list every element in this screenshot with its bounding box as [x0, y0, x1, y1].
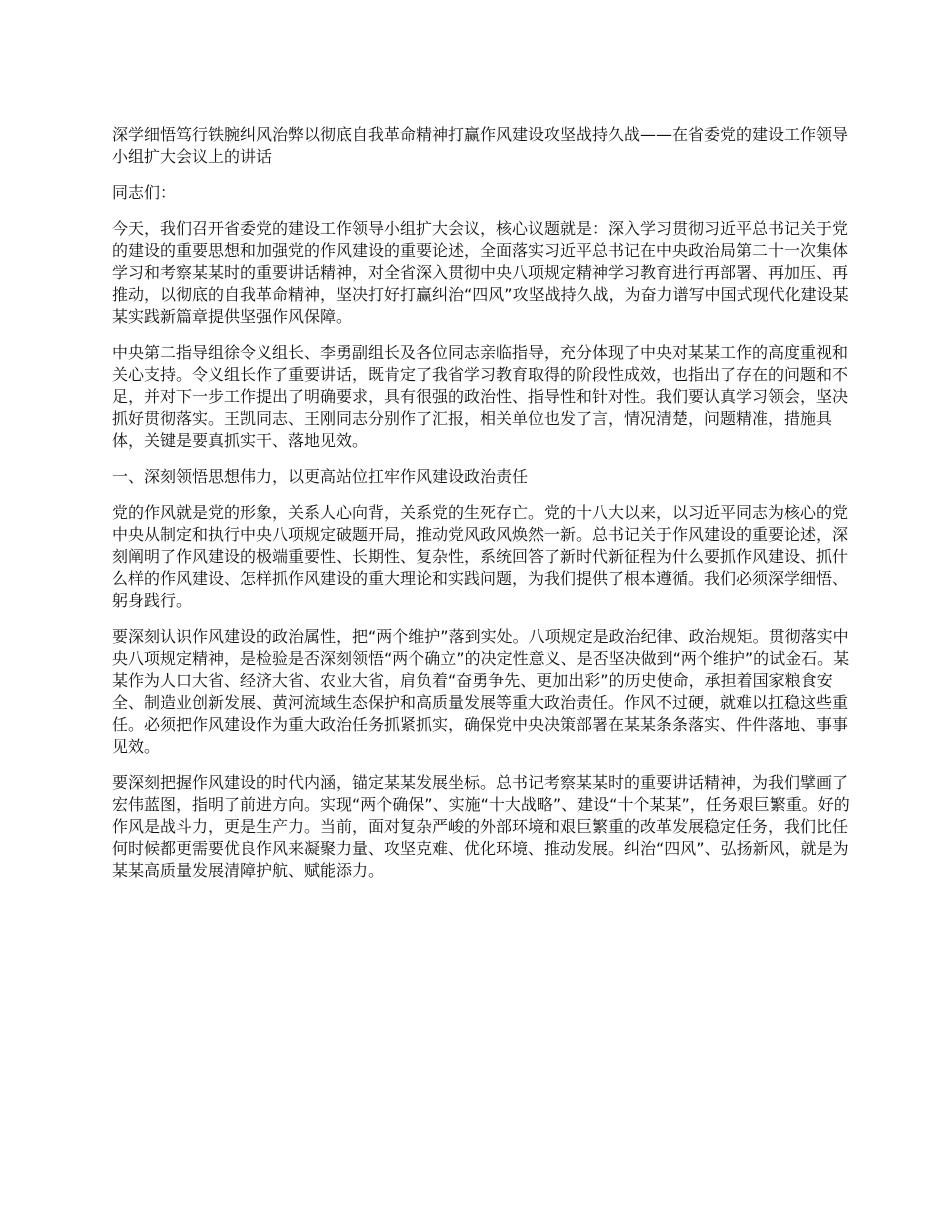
section-paragraph-3: 要深刻把握作风建设的时代内涵，锚定某某发展坐标。总书记考察某某时的重要讲话精神，为我们擘画了宏伟蓝图，指明了前进方向。实现“两个确保”、实施“十大战略”、建设“十个某某”，任务艰巨繁重。好的作风是战斗力，更是生产力。当前，面对复杂严峻的外部环境和艰巨繁重的改革发展稳定任务，我们比任何时候都更需要优良作风来凝聚力量、攻坚克难、优化环境、推动发展。纠治“四风”、弘扬新风，就是为某某高质量发展清障护航、赋能添力。: [112, 773, 850, 880]
document-page: [112, 124, 857, 896]
section-heading: 一、深刻领悟思想伟力，以更高站位扛牢作风建设政治责任: [112, 467, 529, 486]
section-paragraph-2: 要深刻认识作风建设的政治属性，把“两个维护”落到实处。八项规定是政治纪律、政治规矩。贯彻落实中央八项规定精神，是检验是否深刻领悟“两个确立”的决定性意义、是否坚决做到“两个维护”的试金石。某某作为人口大省、经济大省、农业大省，肩负着“奋勇争先、更加出彩”的历史使命，承担着国家粮食安全、制造业创新发展、黄河流域生态保护和高质量发展等重大政治责任。作风不过硬，就难以扛稳这些重任。必须把作风建设作为重大政治任务抓紧抓实，确保党中央决策部署在某某条条落实、件件落地、事事见效。: [112, 627, 850, 756]
paragraph-2: 中央第二指导组徐令义组长、李勇副组长及各位同志亲临指导，充分体现了中央对某某工作的高度重视和关心支持。令义组长作了重要讲话，既肯定了我省学习教育取得的阶段性成效，也指出了存在的问题和不足，并对下一步工作提出了明确要求，具有很强的政治性、指导性和针对性。我们要认真学习领会，坚决抓好贯彻落实。王凯同志、王刚同志分别作了汇报，相关单位也发了言，情况清楚，问题精准，措施具体，关键是要真抓实干、落地见效。: [112, 343, 849, 450]
paragraph-1: 今天，我们召开省委党的建设工作领导小组扩大会议，核心议题就是：深入学习贯彻习近平总书记关于党的建设的重要思想和加强党的作风建设的重要论述，全面落实习近平总书记在中央政治局第二十一次集体学习和考察某某时的重要讲话精神，对全省深入贯彻中央八项规定精神学习教育进行再部署、再加压、再推动，以彻底的自我革命精神，坚决打好打赢纠治“四风”攻坚战持久战，为奋力谱写中国式现代化建设某某实践新篇章提供坚强作风保障。: [112, 219, 849, 326]
section-paragraph-1: 党的作风就是党的形象，关系人心向背，关系党的生死存亡。党的十八大以来，以习近平同志为核心的党中央从制定和执行中央八项规定破题开局，推动党风政风焕然一新。总书记关于作风建设的重要论述，深刻阐明了作风建设的极端重要性、长期性、复杂性，系统回答了新时代新征程为什么要抓作风建设、抓什么样的作风建设、怎样抓作风建设的重大理论和实践问题，为我们提供了根本遵循。我们必须深学细悟、躬身践行。: [112, 503, 849, 610]
document-title: 深学细悟笃行铁腕纠风治弊以彻底自我革命精神打赢作风建设攻坚战持久战——在省委党的建设工作领导小组扩大会议上的讲话: [112, 125, 849, 166]
salutation: 同志们：: [112, 183, 177, 202]
